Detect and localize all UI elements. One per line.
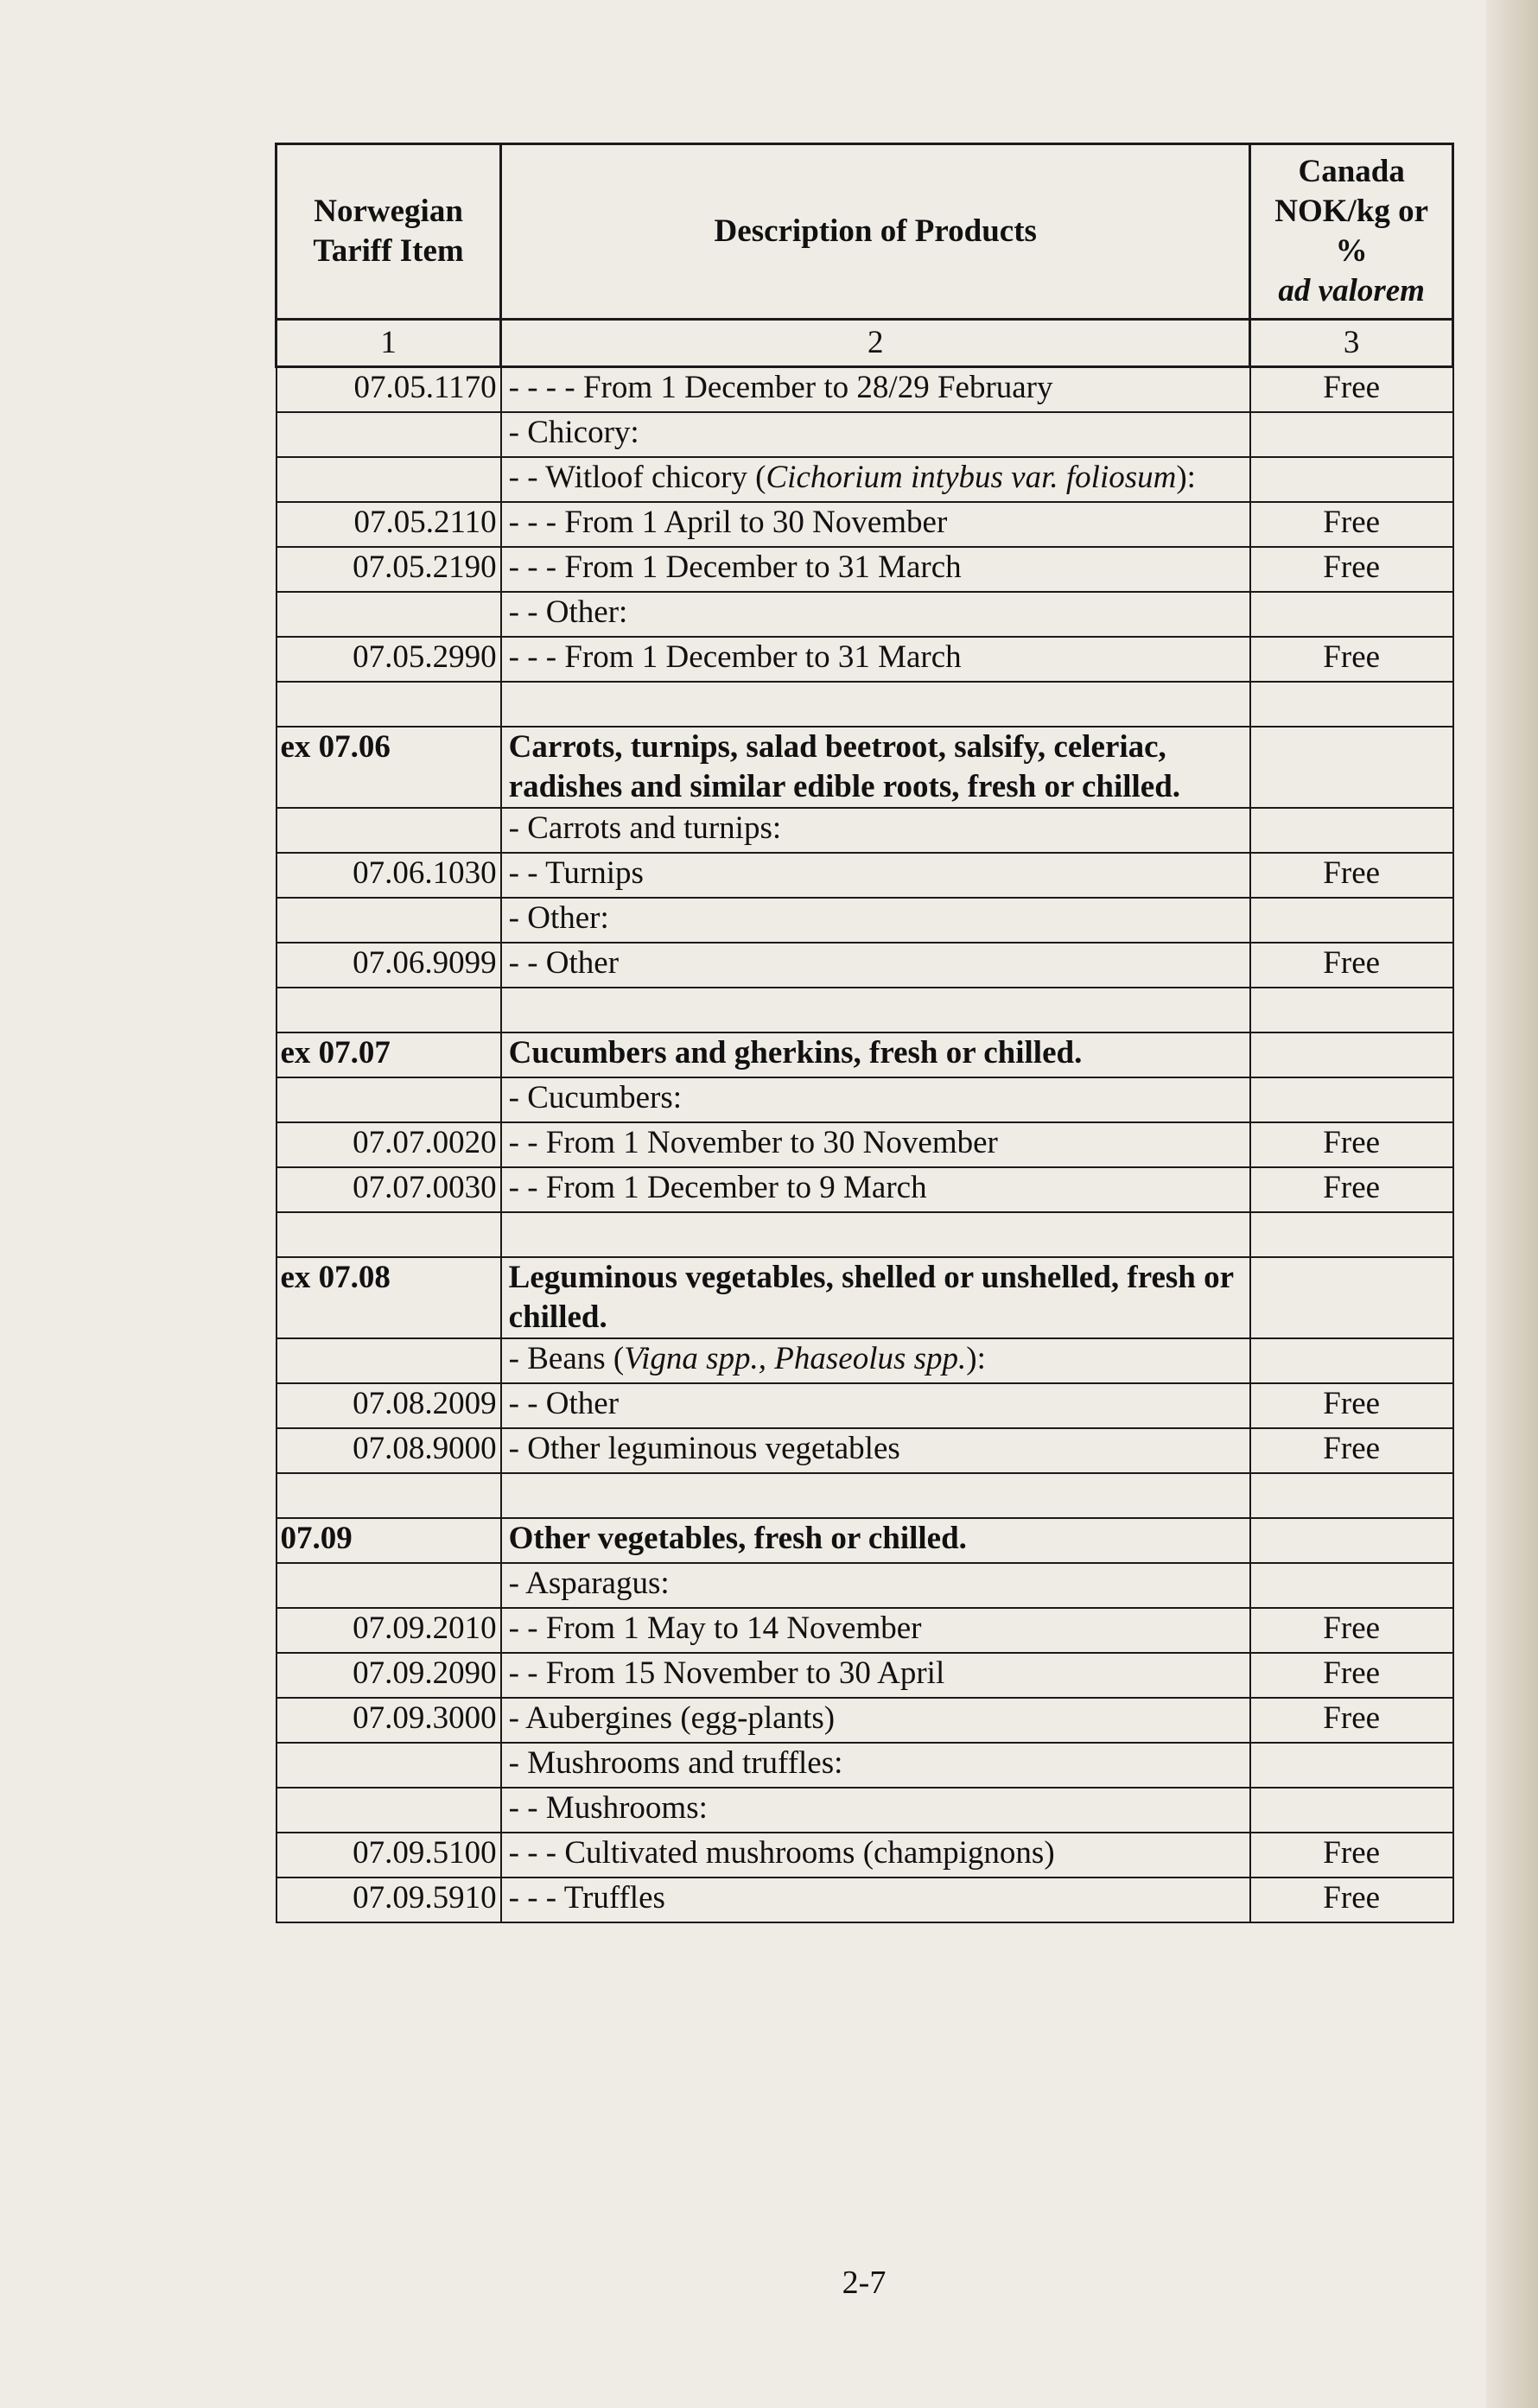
table-row [276, 1077, 1453, 1122]
scientific-name: Vigna spp., Phaseolus spp. [624, 1341, 967, 1376]
heading-item-cell: ex 07.06 [276, 727, 501, 808]
header-description: Description of Products [501, 144, 1250, 320]
column-number-1: 1 [276, 320, 501, 367]
tariff-item-cell: 07.09.2090 [276, 1653, 501, 1698]
rate-cell: Free [1250, 502, 1453, 547]
description-cell: - - From 1 December to 9 March [501, 1167, 1250, 1212]
table-column-numbers-row [276, 320, 1453, 367]
page-binding-edge [1486, 0, 1538, 2408]
heading-description-cell: Leguminous vegetables, shelled or unshelled, fresh or chilled. [501, 1257, 1250, 1338]
heading-description-cell: Carrots, turnips, salad beetroot, salsify, celeriac, radishes and similar edible roots, fresh or chilled. [501, 727, 1250, 808]
table-row [276, 592, 1453, 637]
rate-cell [1250, 1518, 1453, 1563]
rate-cell: Free [1250, 637, 1453, 682]
description-text: - - Witloof chicory ( [508, 460, 766, 495]
rate-cell: Free [1250, 1428, 1453, 1473]
table-row [276, 1563, 1453, 1608]
description-cell: - - From 1 May to 14 November [501, 1608, 1250, 1653]
spacer-row [276, 988, 1453, 1032]
header-tariff-item [276, 144, 501, 320]
tariff-item-cell: 07.05.2990 [276, 637, 501, 682]
table-row [276, 1122, 1453, 1167]
rate-cell [1250, 1257, 1453, 1338]
table-row [276, 1653, 1453, 1698]
rate-cell [1250, 1338, 1453, 1383]
header-canada-rate [1250, 144, 1453, 320]
table-row [276, 943, 1453, 988]
description-cell: - - Other: [501, 592, 1250, 637]
description-cell: - - - Truffles [501, 1877, 1250, 1922]
description-cell: - Asparagus: [501, 1563, 1250, 1608]
rate-cell: Free [1250, 1698, 1453, 1743]
rate-cell [1250, 1788, 1453, 1833]
table-row [276, 547, 1453, 592]
tariff-item-cell [276, 412, 501, 457]
tariff-item-cell [276, 592, 501, 637]
column-number-2: 2 [501, 320, 1250, 367]
page-number: 2-7 [842, 2265, 887, 2301]
tariff-item-cell: 07.09.2010 [276, 1608, 501, 1653]
description-cell: - - From 15 November to 30 April [501, 1653, 1250, 1698]
heading-row [276, 727, 1453, 808]
description-cell [501, 1338, 1250, 1383]
description-cell: - - - From 1 December to 31 March [501, 547, 1250, 592]
tariff-item-cell [276, 1788, 501, 1833]
heading-row [276, 1257, 1453, 1338]
rate-cell [1250, 1032, 1453, 1077]
description-cell: - Mushrooms and truffles: [501, 1743, 1250, 1788]
table-row [276, 1698, 1453, 1743]
heading-item-cell: 07.09 [276, 1518, 501, 1563]
table-row [276, 412, 1453, 457]
rate-cell [1250, 1743, 1453, 1788]
tariff-item-cell: 07.08.9000 [276, 1428, 501, 1473]
tariff-item-cell [276, 1563, 501, 1608]
header-col3-line3: % [1335, 233, 1368, 269]
spacer-row [276, 1212, 1453, 1257]
description-cell: - - From 1 November to 30 November [501, 1122, 1250, 1167]
rate-cell: Free [1250, 1383, 1453, 1428]
rate-cell: Free [1250, 1653, 1453, 1698]
spacer-row [276, 1473, 1453, 1518]
table-row [276, 808, 1453, 853]
tariff-item-cell: 07.07.0030 [276, 1167, 501, 1212]
rate-cell [1250, 1563, 1453, 1608]
description-cell: - - - From 1 April to 30 November [501, 502, 1250, 547]
description-cell: - - - - From 1 December to 28/29 February [501, 367, 1250, 413]
heading-description-cell: Cucumbers and gherkins, fresh or chilled. [501, 1032, 1250, 1077]
rate-cell: Free [1250, 853, 1453, 898]
header-col1-line2: Tariff Item [313, 233, 464, 269]
description-cell: - Chicory: [501, 412, 1250, 457]
rate-cell [1250, 898, 1453, 943]
rate-cell: Free [1250, 1167, 1453, 1212]
table-row [276, 1608, 1453, 1653]
table-row [276, 457, 1453, 502]
heading-row [276, 1032, 1453, 1077]
rate-cell [1250, 727, 1453, 808]
column-number-3: 3 [1250, 320, 1453, 367]
table-row [276, 1338, 1453, 1383]
rate-cell: Free [1250, 943, 1453, 988]
description-cell: - Cucumbers: [501, 1077, 1250, 1122]
heading-item-cell: ex 07.07 [276, 1032, 501, 1077]
rate-cell [1250, 457, 1453, 502]
rate-cell: Free [1250, 1877, 1453, 1922]
tariff-item-cell: 07.05.1170 [276, 367, 501, 413]
description-cell: - - Turnips [501, 853, 1250, 898]
description-cell: - Other: [501, 898, 1250, 943]
rate-cell: Free [1250, 547, 1453, 592]
description-cell: - - - From 1 December to 31 March [501, 637, 1250, 682]
rate-cell [1250, 808, 1453, 853]
spacer-row [276, 682, 1453, 727]
rate-cell [1250, 412, 1453, 457]
tariff-item-cell: 07.09.5100 [276, 1833, 501, 1877]
rate-cell: Free [1250, 1833, 1453, 1877]
description-text: - Beans ( [508, 1341, 625, 1376]
scientific-name: Cichorium intybus var. foliosum [766, 460, 1177, 495]
table-row [276, 367, 1453, 413]
description-cell: - Aubergines (egg-plants) [501, 1698, 1250, 1743]
tariff-item-cell [276, 1077, 501, 1122]
rate-cell: Free [1250, 367, 1453, 413]
table-row [276, 1428, 1453, 1473]
table-row [276, 1788, 1453, 1833]
table-row [276, 1877, 1453, 1922]
table-row [276, 1167, 1453, 1212]
rate-cell [1250, 1077, 1453, 1122]
tariff-table [275, 143, 1454, 1923]
tariff-item-cell [276, 898, 501, 943]
header-col3-line4: ad valorem [1278, 273, 1425, 308]
rate-cell: Free [1250, 1608, 1453, 1653]
description-text: ): [1176, 460, 1196, 495]
table-row [276, 853, 1453, 898]
rate-cell [1250, 592, 1453, 637]
table-row [276, 898, 1453, 943]
tariff-item-cell [276, 1338, 501, 1383]
tariff-item-cell [276, 808, 501, 853]
description-cell: - - - Cultivated mushrooms (champignons) [501, 1833, 1250, 1877]
tariff-item-cell: 07.05.2110 [276, 502, 501, 547]
tariff-item-cell: 07.05.2190 [276, 547, 501, 592]
table-row [276, 1383, 1453, 1428]
tariff-item-cell: 07.09.5910 [276, 1877, 501, 1922]
header-col3-line1: Canada [1298, 154, 1405, 189]
description-cell: - Other leguminous vegetables [501, 1428, 1250, 1473]
description-cell: - - Mushrooms: [501, 1788, 1250, 1833]
tariff-item-cell: 07.09.3000 [276, 1698, 501, 1743]
tariff-item-cell: 07.07.0020 [276, 1122, 501, 1167]
header-col3-line2: NOK/kg or [1274, 194, 1429, 229]
heading-item-cell: ex 07.08 [276, 1257, 501, 1338]
description-cell [501, 457, 1250, 502]
rate-cell: Free [1250, 1122, 1453, 1167]
description-cell: - Carrots and turnips: [501, 808, 1250, 853]
tariff-item-cell: 07.08.2009 [276, 1383, 501, 1428]
tariff-item-cell: 07.06.1030 [276, 853, 501, 898]
table-row [276, 1743, 1453, 1788]
description-cell: - - Other [501, 943, 1250, 988]
tariff-item-cell [276, 457, 501, 502]
heading-row [276, 1518, 1453, 1563]
description-cell: - - Other [501, 1383, 1250, 1428]
table-row [276, 1833, 1453, 1877]
tariff-item-cell: 07.06.9099 [276, 943, 501, 988]
heading-description-cell: Other vegetables, fresh or chilled. [501, 1518, 1250, 1563]
description-text: ): [966, 1341, 986, 1376]
tariff-item-cell [276, 1743, 501, 1788]
table-row [276, 502, 1453, 547]
header-col1-line1: Norwegian [314, 194, 463, 229]
table-row [276, 637, 1453, 682]
table-header-row [276, 144, 1453, 320]
